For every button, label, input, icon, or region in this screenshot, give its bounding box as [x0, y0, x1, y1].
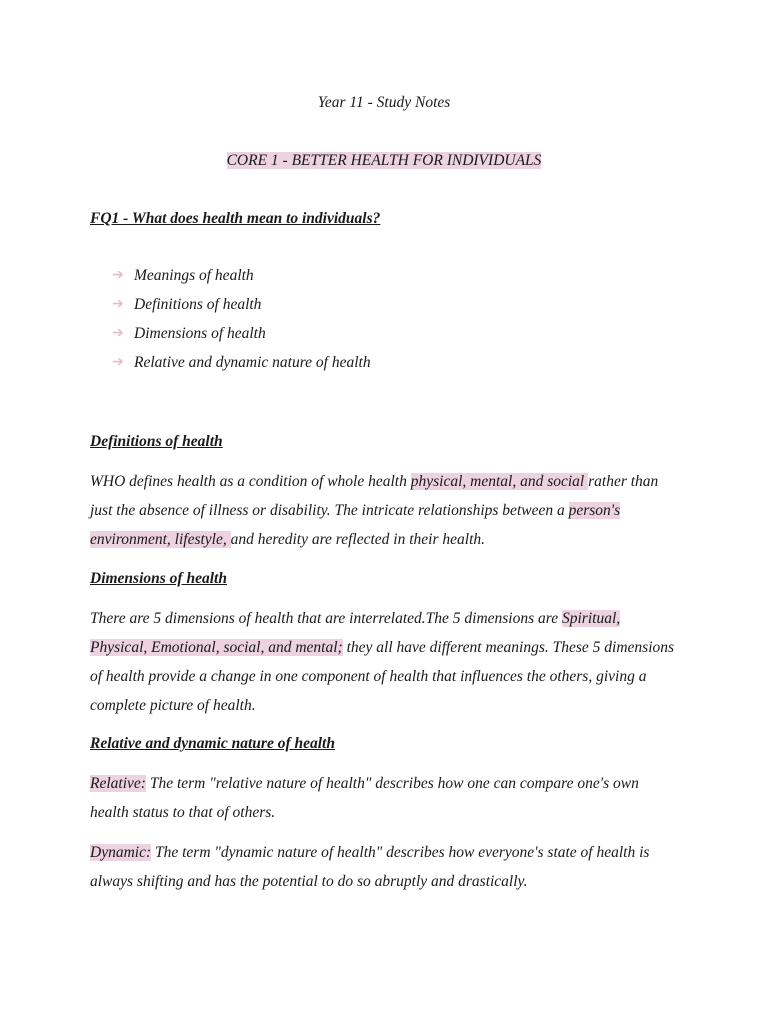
definitions-highlight-1: physical, mental, and social [410, 473, 589, 490]
topic-list [112, 265, 371, 381]
list-item-label: Dimensions of health [134, 325, 266, 342]
list-item [112, 323, 371, 352]
definitions-highlight-2: person's environment, lifestyle, [90, 502, 621, 548]
relative-text: The term "relative nature of health" describes how one can compare one's own health status to that of others. [90, 775, 639, 821]
core-heading-text: CORE 1 - BETTER HEALTH FOR INDIVIDUALS [226, 152, 542, 169]
list-item-label: Meanings of health [134, 267, 254, 284]
list-item [112, 352, 371, 381]
relative-paragraph [90, 769, 680, 827]
list-item-label: Definitions of health [134, 296, 262, 313]
dynamic-paragraph [90, 838, 680, 896]
document-title: Year 11 - Study Notes [317, 94, 451, 111]
dynamic-text: The term "dynamic nature of health" describes how everyone's state of health is always shifting and has the potential to do so abruptly and drastically. [90, 844, 650, 890]
definitions-text-3: and heredity are reflected in their health. [230, 531, 485, 548]
focus-question-heading: FQ1 - What does health mean to individuals? [90, 210, 381, 227]
definitions-text-2: rather than just the absence of illness or disability. The intricate relationships between a [90, 473, 659, 519]
dimensions-heading: Dimensions of health [90, 570, 227, 587]
list-item [112, 294, 371, 323]
relative-label: Relative: [90, 775, 146, 792]
definitions-heading: Definitions of health [90, 433, 223, 450]
arrow-right-icon: ➔ [112, 326, 124, 341]
arrow-right-icon: ➔ [112, 297, 124, 312]
dimensions-paragraph [90, 604, 680, 720]
arrow-right-icon: ➔ [112, 268, 124, 283]
definitions-paragraph [90, 467, 680, 554]
list-item-label: Relative and dynamic nature of health [134, 354, 371, 371]
dynamic-label: Dynamic: [90, 844, 152, 861]
core-heading [0, 150, 768, 172]
dimensions-text-1: There are 5 dimensions of health that are interrelated.The 5 dimensions are [90, 610, 562, 627]
dimensions-highlight: Spiritual, Physical, Emotional, social, and mental; [90, 610, 621, 656]
arrow-right-icon: ➔ [112, 355, 124, 370]
relative-dynamic-heading: Relative and dynamic nature of health [90, 735, 335, 752]
list-item [112, 265, 371, 294]
definitions-text-1: WHO defines health as a condition of whole health [90, 473, 411, 490]
dimensions-text-2: they all have different meanings. These 5 dimensions of health provide a change in one component of health that influences the others, giving a complete picture of health. [90, 639, 675, 714]
